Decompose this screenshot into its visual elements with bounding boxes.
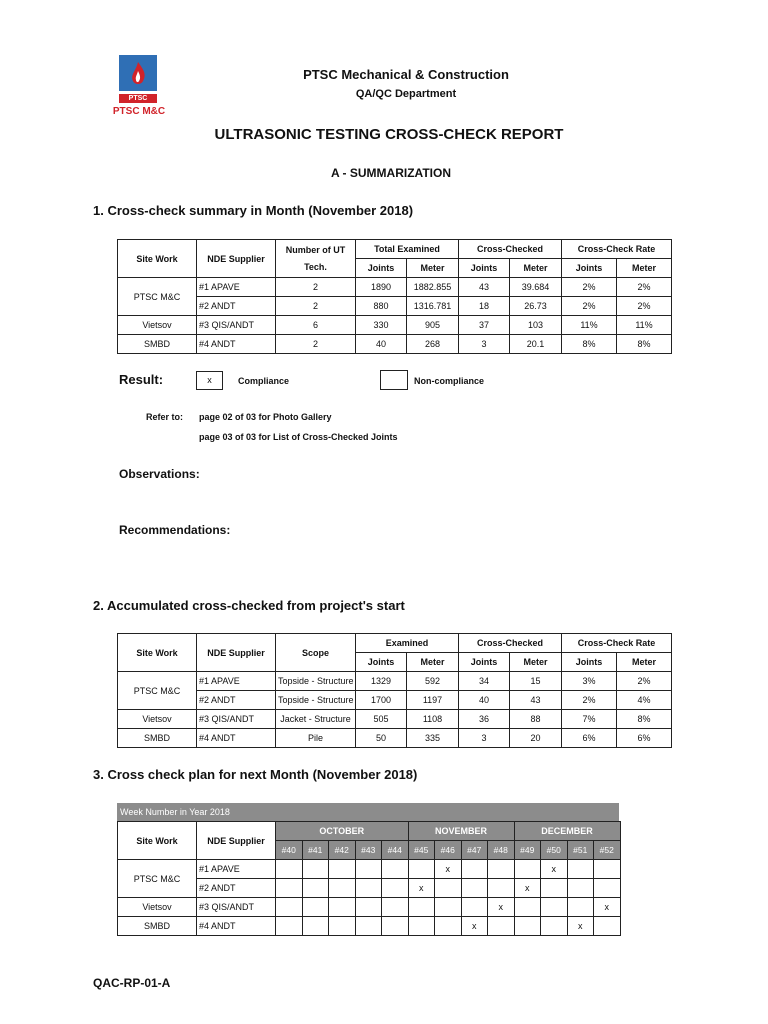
value-cell: 15 [510,672,562,691]
scope-cell: Jacket - Structure [276,710,356,729]
week-header: #43 [355,841,382,860]
header-meter: Meter [407,653,459,672]
value-cell: 26.73 [510,297,562,316]
supplier-cell: #1 APAVE [197,278,276,297]
week-header: #47 [461,841,488,860]
table-row [118,729,672,748]
table-row [118,860,621,879]
value-cell: 20 [510,729,562,748]
site-cell: SMBD [118,335,197,354]
week-header: #40 [276,841,303,860]
table-row [118,917,621,936]
header-joints: Joints [459,653,510,672]
plan-mark-cell: x [435,860,462,879]
section-heading: A - SUMMARIZATION [331,166,451,180]
header-cross-checked: Cross-Checked [459,634,562,653]
plan-mark-cell: x [514,879,541,898]
logo-abbr: PTSC [119,94,157,103]
plan-mark-cell [435,917,462,936]
plan-mark-cell [541,879,568,898]
noncompliance-checkbox[interactable] [380,370,408,390]
plan-mark-cell [488,860,515,879]
table-row [118,297,672,316]
value-cell: 2% [617,672,672,691]
value-cell: 20.1 [510,335,562,354]
supplier-cell: #4 ANDT [197,917,276,936]
plan-mark-cell [461,860,488,879]
month-november: NOVEMBER [408,822,514,841]
month-october: OCTOBER [276,822,409,841]
plan-mark-cell [408,917,435,936]
value-cell: 8% [617,710,672,729]
week-header: #52 [594,841,621,860]
plan-mark-cell [276,879,303,898]
recommendations-label: Recommendations: [119,523,231,537]
plan-mark-cell [329,860,356,879]
ut-cell: 2 [276,335,356,354]
plan-mark-cell [382,917,409,936]
refer-photo-gallery: page 02 of 03 for Photo Gallery [199,412,332,422]
value-cell: 268 [407,335,459,354]
site-cell: Vietsov [118,898,197,917]
value-cell: 37 [459,316,510,335]
plan-mark-cell [567,898,594,917]
week-header: #50 [541,841,568,860]
value-cell: 592 [407,672,459,691]
header-site-work: Site Work [118,240,197,278]
plan-mark-cell: x [594,898,621,917]
plan-mark-cell [276,860,303,879]
plan-mark-cell [382,879,409,898]
header-nde-supplier: NDE Supplier [197,634,276,672]
value-cell: 2% [562,278,617,297]
week-header: #46 [435,841,462,860]
plan-mark-cell [408,898,435,917]
plan-mark-cell [514,917,541,936]
value-cell: 6% [562,729,617,748]
value-cell: 3 [459,729,510,748]
site-cell: Vietsov [118,710,197,729]
header-joints: Joints [356,653,407,672]
monthly-summary-table [117,239,672,354]
value-cell: 36 [459,710,510,729]
header-meter: Meter [407,259,459,278]
accumulated-table [117,633,672,748]
plan-mark-cell [488,879,515,898]
plan-mark-cell [355,860,382,879]
plan-mark-cell [488,917,515,936]
compliance-checkbox[interactable]: x [196,371,223,390]
header-joints: Joints [562,653,617,672]
table-row [118,691,672,710]
week-header: #51 [567,841,594,860]
value-cell: 330 [356,316,407,335]
plan-mark-cell: x [408,879,435,898]
section1-title: 1. Cross-check summary in Month (November 2018) [93,203,414,218]
plan-mark-cell [302,917,329,936]
value-cell: 2% [562,297,617,316]
value-cell: 2% [617,297,672,316]
value-cell: 103 [510,316,562,335]
refer-joint-list: page 03 of 03 for List of Cross-Checked Joints [199,432,398,442]
supplier-cell: #1 APAVE [197,860,276,879]
header-examined: Examined [356,634,459,653]
table-row [118,316,672,335]
header-meter: Meter [510,653,562,672]
value-cell: 1316.781 [407,297,459,316]
header-total-examined: Total Examined [356,240,459,259]
department-name: QA/QC Department [355,88,457,100]
value-cell: 43 [510,691,562,710]
site-cell: Vietsov [118,316,197,335]
header-number-ut-tech: Number of UT Tech. [276,240,356,278]
ut-cell: 6 [276,316,356,335]
plan-mark-cell [355,898,382,917]
supplier-cell: #2 ANDT [197,879,276,898]
ut-cell: 2 [276,278,356,297]
scope-cell: Topside - Structure [276,672,356,691]
value-cell: 2% [562,691,617,710]
value-cell: 43 [459,278,510,297]
plan-mark-cell [435,879,462,898]
plan-mark-cell [594,879,621,898]
value-cell: 88 [510,710,562,729]
logo-text: PTSC M&C [112,106,166,117]
section3-title: 3. Cross check plan for next Month (November 2018) [93,767,418,782]
week-header: #45 [408,841,435,860]
header-site-work: Site Work [118,822,197,860]
plan-mark-cell [329,898,356,917]
noncompliance-label: Non-compliance [414,376,485,386]
table-row [118,335,672,354]
week-header: #49 [514,841,541,860]
value-cell: 1197 [407,691,459,710]
plan-mark-cell [276,898,303,917]
plan-mark-cell [461,879,488,898]
plan-mark-cell [329,917,356,936]
header-joints: Joints [356,259,407,278]
plan-mark-cell [329,879,356,898]
plan-mark-cell [594,860,621,879]
plan-mark-cell [435,898,462,917]
plan-mark-cell [461,898,488,917]
week-header: #41 [302,841,329,860]
value-cell: 18 [459,297,510,316]
result-label: Result: [119,372,164,387]
supplier-cell: #4 ANDT [197,335,276,354]
value-cell: 3 [459,335,510,354]
plan-mark-cell [355,917,382,936]
value-cell: 11% [617,316,672,335]
plan-mark-cell [355,879,382,898]
plan-mark-cell [382,860,409,879]
supplier-cell: #3 QIS/ANDT [197,710,276,729]
value-cell: 4% [617,691,672,710]
header-site-work: Site Work [118,634,197,672]
plan-table [117,821,621,936]
header-joints: Joints [562,259,617,278]
value-cell: 11% [562,316,617,335]
site-cell: SMBD [118,917,197,936]
header-meter: Meter [617,259,672,278]
table-row [118,898,621,917]
plan-mark-cell [594,917,621,936]
value-cell: 1882.855 [407,278,459,297]
site-cell: PTSC M&C [118,860,197,898]
plan-mark-cell [302,879,329,898]
value-cell: 505 [356,710,407,729]
value-cell: 1329 [356,672,407,691]
value-cell: 6% [617,729,672,748]
table-row [118,278,672,297]
plan-mark-cell [302,898,329,917]
value-cell: 39.684 [510,278,562,297]
value-cell: 7% [562,710,617,729]
value-cell: 905 [407,316,459,335]
observations-label: Observations: [119,467,200,481]
plan-mark-cell: x [541,860,568,879]
table-row [118,672,672,691]
compliance-label: Compliance [238,376,290,386]
header-cross-check-rate: Cross-Check Rate [562,634,672,653]
plan-mark-cell [541,898,568,917]
value-cell: 3% [562,672,617,691]
report-title: ULTRASONIC TESTING CROSS-CHECK REPORT [214,126,564,143]
value-cell: 1700 [356,691,407,710]
value-cell: 40 [459,691,510,710]
plan-mark-cell [302,860,329,879]
supplier-cell: #3 QIS/ANDT [197,316,276,335]
value-cell: 1108 [407,710,459,729]
value-cell: 8% [617,335,672,354]
header-meter: Meter [510,259,562,278]
value-cell: 880 [356,297,407,316]
site-cell: PTSC M&C [118,278,197,316]
value-cell: 40 [356,335,407,354]
section2-title: 2. Accumulated cross-checked from project's start [93,598,405,613]
header-cross-checked: Cross-Checked [459,240,562,259]
supplier-cell: #2 ANDT [197,691,276,710]
scope-cell: Topside - Structure [276,691,356,710]
header-meter: Meter [617,653,672,672]
refer-label: Refer to: [146,412,184,422]
header-cross-check-rate: Cross-Check Rate [562,240,672,259]
ut-cell: 2 [276,297,356,316]
plan-mark-cell [276,917,303,936]
week-number-bar: Week Number in Year 2018 [117,803,619,821]
value-cell: 34 [459,672,510,691]
supplier-cell: #4 ANDT [197,729,276,748]
document-code: QAC-RP-01-A [93,976,171,990]
month-december: DECEMBER [514,822,620,841]
supplier-cell: #1 APAVE [197,672,276,691]
plan-mark-cell: x [461,917,488,936]
table-row [118,710,672,729]
week-header: #44 [382,841,409,860]
plan-mark-cell [514,898,541,917]
week-header: #42 [329,841,356,860]
plan-mark-cell [514,860,541,879]
header-nde-supplier: NDE Supplier [197,240,276,278]
value-cell: 2% [617,278,672,297]
plan-mark-cell: x [567,917,594,936]
site-cell: SMBD [118,729,197,748]
value-cell: 335 [407,729,459,748]
plan-mark-cell [567,860,594,879]
header-nde-supplier: NDE Supplier [197,822,276,860]
week-header: #48 [488,841,515,860]
plan-mark-cell [541,917,568,936]
plan-mark-cell: x [488,898,515,917]
site-cell: PTSC M&C [118,672,197,710]
value-cell: 50 [356,729,407,748]
header-joints: Joints [459,259,510,278]
value-cell: 1890 [356,278,407,297]
supplier-cell: #3 QIS/ANDT [197,898,276,917]
plan-mark-cell [567,879,594,898]
header-scope: Scope [276,634,356,672]
scope-cell: Pile [276,729,356,748]
plan-mark-cell [408,860,435,879]
company-name: PTSC Mechanical & Construction [303,67,509,82]
supplier-cell: #2 ANDT [197,297,276,316]
plan-mark-cell [382,898,409,917]
value-cell: 8% [562,335,617,354]
